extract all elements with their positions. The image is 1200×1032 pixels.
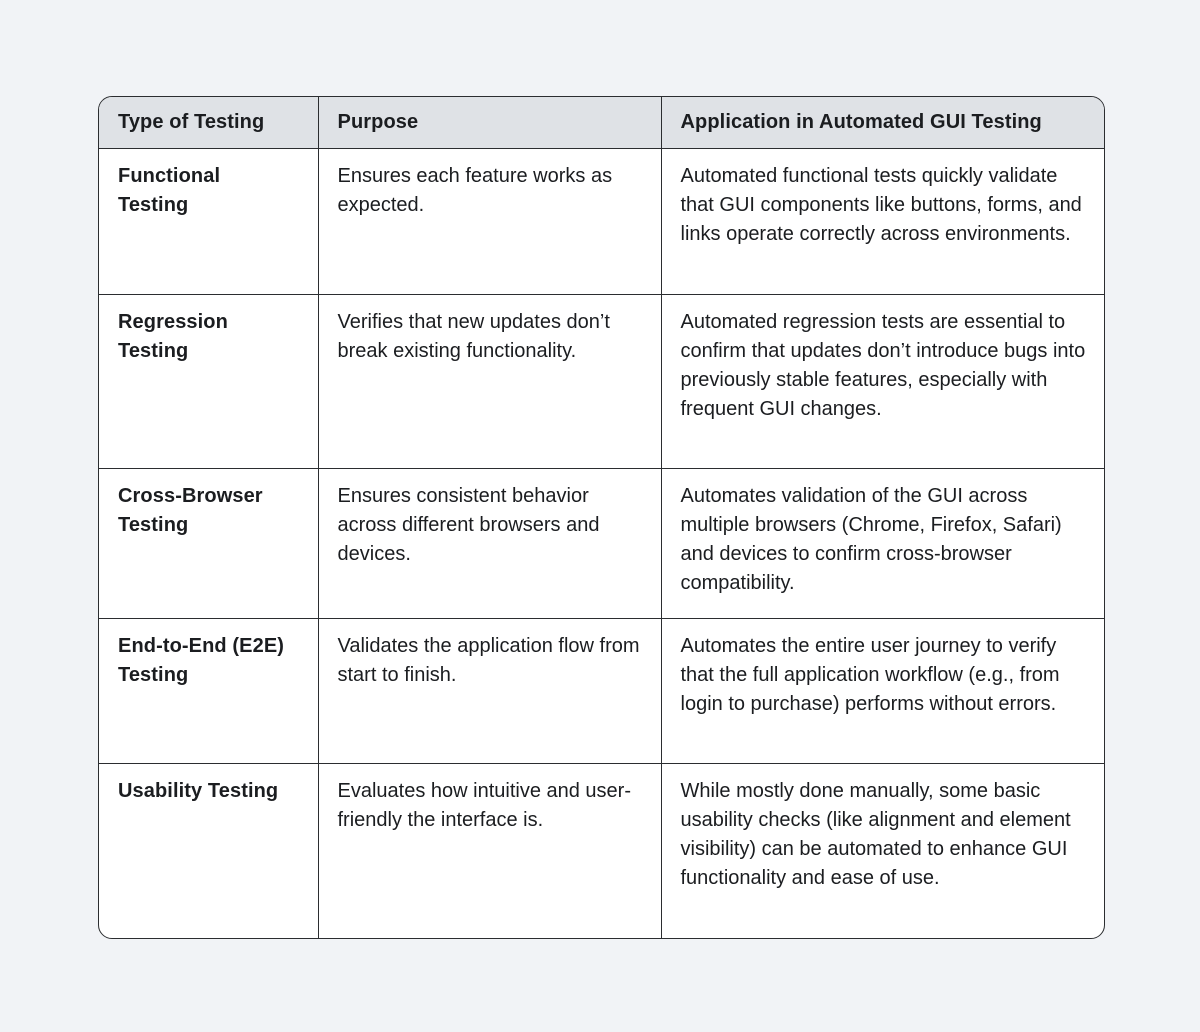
cell-application: While mostly done manually, some basic usability checks (like alignment and element visibility) can be automated to enhance GUI functionality and ease of use. <box>661 763 1105 938</box>
cell-application: Automates the entire user journey to verify that the full application workflow (e.g., from login to purchase) performs without errors. <box>661 618 1105 763</box>
table-body <box>99 148 1105 938</box>
cell-application: Automated regression tests are essential to confirm that updates don’t introduce bugs into previously stable features, especially with frequent GUI changes. <box>661 294 1105 468</box>
table-row-cross-browser-testing <box>99 468 1105 618</box>
table <box>99 97 1105 938</box>
cell-type: Regression Testing <box>99 294 318 468</box>
cell-purpose: Evaluates how intuitive and user-friendly the interface is. <box>318 763 661 938</box>
table-row-end-to-end-testing <box>99 618 1105 763</box>
cell-purpose: Ensures consistent behavior across different browsers and devices. <box>318 468 661 618</box>
cell-application: Automates validation of the GUI across multiple browsers (Chrome, Firefox, Safari) and devices to confirm cross-browser compatibility. <box>661 468 1105 618</box>
cell-type: Cross-Browser Testing <box>99 468 318 618</box>
cell-type: End-to-End (E2E) Testing <box>99 618 318 763</box>
header-row <box>99 97 1105 148</box>
table-header <box>99 97 1105 148</box>
cell-type: Functional Testing <box>99 148 318 294</box>
column-header-purpose: Purpose <box>318 97 661 148</box>
cell-purpose: Validates the application flow from start to finish. <box>318 618 661 763</box>
cell-application: Automated functional tests quickly validate that GUI components like buttons, forms, and links operate correctly across environments. <box>661 148 1105 294</box>
cell-purpose: Ensures each feature works as expected. <box>318 148 661 294</box>
cell-purpose: Verifies that new updates don’t break existing functionality. <box>318 294 661 468</box>
table-row-regression-testing <box>99 294 1105 468</box>
cell-type: Usability Testing <box>99 763 318 938</box>
column-header-application: Application in Automated GUI Testing <box>661 97 1105 148</box>
column-header-type-of-testing: Type of Testing <box>99 97 318 148</box>
table-row-functional-testing <box>99 148 1105 294</box>
table-row-usability-testing <box>99 763 1105 938</box>
testing-types-table <box>98 96 1105 939</box>
